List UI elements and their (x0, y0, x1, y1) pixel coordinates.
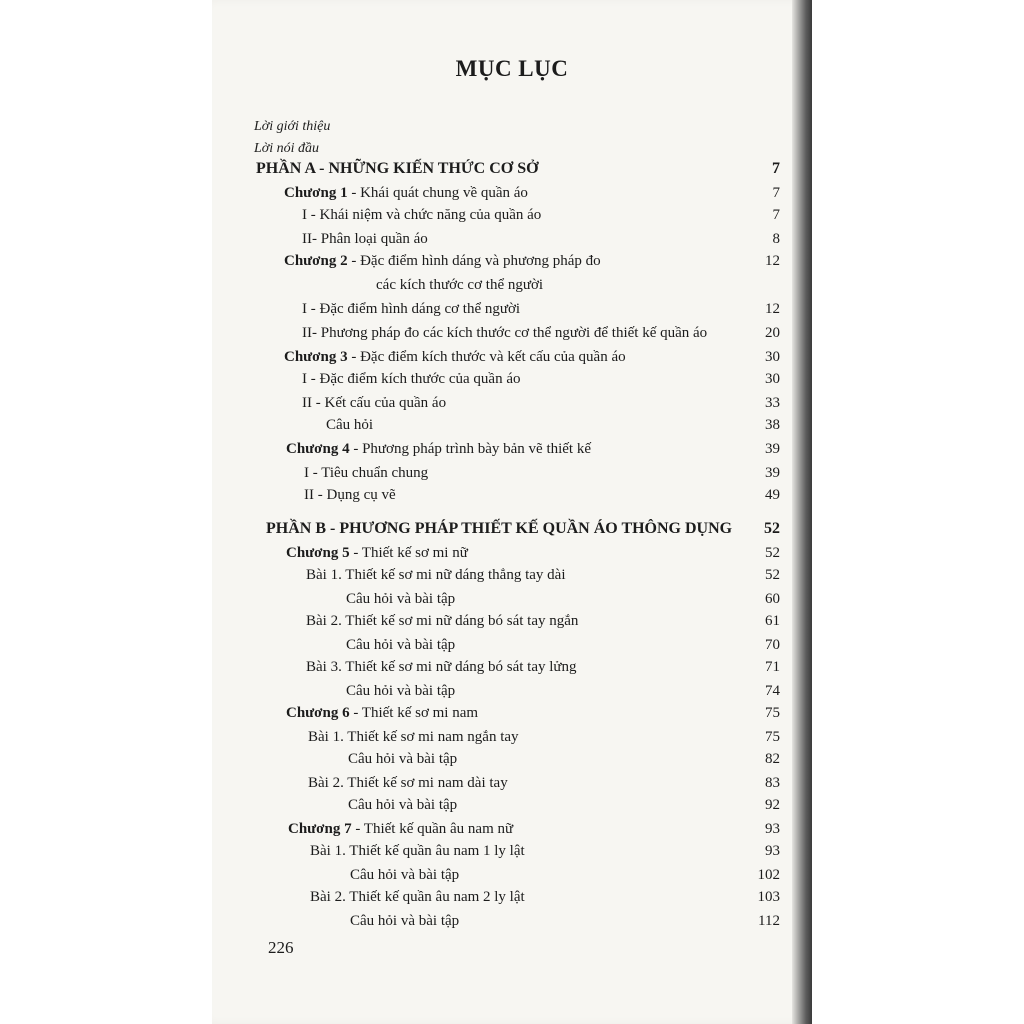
toc-entry (0, 886, 1024, 908)
toc-entry-label: Câu hỏi (326, 417, 374, 433)
toc-entry-label: Câu hỏi và bài tập (346, 637, 456, 653)
toc-entry-label: Câu hỏi và bài tập (350, 867, 460, 883)
toc-entry-page: 7 (772, 207, 780, 223)
toc-entry (0, 346, 1024, 368)
toc-entry-page: 93 (765, 843, 780, 859)
toc-entry (0, 656, 1024, 678)
toc-entry-label: Câu hỏi và bài tập (348, 797, 458, 813)
toc-entry-label: Bài 2. Thiết kế quần âu nam 2 ly lật (310, 889, 525, 905)
chapter-heading: Chương 1 (284, 185, 348, 201)
toc-entry (0, 610, 1024, 632)
toc-entry (0, 116, 1024, 138)
toc-entry (0, 414, 1024, 436)
toc-entry-label: I - Đặc điểm kích thước của quần áo (302, 371, 521, 387)
toc-entry (0, 228, 1024, 250)
toc-entry-page: 12 (765, 301, 780, 317)
toc-entry-label: Chương 6 - Thiết kế sơ mi nam (286, 705, 479, 721)
toc-entry-page: 75 (765, 705, 780, 721)
toc-entry-page: 70 (765, 637, 780, 653)
toc-entry (0, 634, 1024, 656)
toc-entry (0, 462, 1024, 484)
chapter-heading: Chương 7 (288, 821, 352, 837)
toc-entry-page: 20 (765, 325, 780, 341)
toc-entry (0, 702, 1024, 724)
toc-entry-label: II- Phương pháp đo các kích thước cơ thể người để thiết kế quần áo (302, 325, 708, 341)
toc-entry-page: 38 (765, 417, 780, 433)
toc-entry (0, 588, 1024, 610)
toc-entry (0, 138, 1024, 160)
toc-entry-page: 7 (772, 185, 780, 201)
toc-entry-label: Bài 3. Thiết kế sơ mi nữ dáng bó sát tay lửng (306, 659, 577, 675)
toc-entry-label: II - Kết cấu của quần áo (302, 395, 447, 411)
toc-entry (0, 158, 1024, 180)
chapter-heading: Chương 5 (286, 545, 350, 561)
toc-entry (0, 840, 1024, 862)
toc-entry (0, 726, 1024, 748)
toc-entry-page: 61 (765, 613, 780, 629)
toc-entry (0, 182, 1024, 204)
toc-entry (0, 368, 1024, 390)
toc-entry-label: Câu hỏi và bài tập (350, 913, 460, 929)
toc-entry-label: Chương 5 - Thiết kế sơ mi nữ (286, 545, 468, 561)
toc-entry (0, 864, 1024, 886)
toc-entry-label: Chương 3 - Đặc điểm kích thước và kết cấu của quần áo (284, 349, 626, 365)
toc-entry-page: 30 (765, 349, 780, 365)
toc-entry-label: Bài 1. Thiết kế quần âu nam 1 ly lật (310, 843, 525, 859)
toc-entry-label: Câu hỏi và bài tập (346, 591, 456, 607)
toc-entry (0, 542, 1024, 564)
toc-entry-page: 82 (765, 751, 780, 767)
toc-entry-label: Chương 1 - Khái quát chung về quần áo (284, 185, 528, 201)
chapter-heading: Chương 6 (286, 705, 350, 721)
toc-entry-label: Chương 4 - Phương pháp trình bày bản vẽ thiết kế (286, 441, 592, 457)
toc-entry (0, 564, 1024, 586)
toc-entry-label: Bài 2. Thiết kế sơ mi nữ dáng bó sát tay ngắn (306, 613, 579, 629)
toc-entry-label: Lời nói đầu (254, 141, 320, 156)
page-title: MỤC LỤC (455, 56, 569, 81)
toc-entry-page: 75 (765, 729, 780, 745)
toc-entry-page: 30 (765, 371, 780, 387)
toc-entry-label: II- Phân loại quần áo (302, 231, 428, 247)
toc-entry-page: 102 (757, 867, 780, 883)
toc-entry-page: 39 (765, 441, 780, 457)
toc-entry-page: 49 (765, 487, 780, 503)
toc-entry (0, 322, 1024, 344)
toc-entry-page: 8 (772, 231, 780, 247)
toc-entry (0, 794, 1024, 816)
toc-entry-page: 7 (772, 160, 780, 177)
chapter-heading: Chương 4 (286, 441, 350, 457)
toc-entry-label: Lời giới thiệu (254, 119, 331, 134)
toc-entry-label: các kích thước cơ thể người (376, 277, 544, 293)
toc-entry-label: Chương 2 - Đặc điểm hình dáng và phương pháp đo (284, 253, 601, 269)
toc-entry-page: 83 (765, 775, 780, 791)
toc-entry-page: 52 (765, 567, 780, 583)
toc-entry-page: 33 (765, 395, 780, 411)
toc-entry-label: PHẦN B - PHƯƠNG PHÁP THIẾT KẾ QUẦN ÁO THÔNG DỤNG (266, 520, 733, 537)
toc-entry-page: 60 (765, 591, 780, 607)
page-number: 226 (268, 938, 294, 957)
toc-entry-page: 103 (757, 889, 780, 905)
toc-entry-label: PHẦN A - NHỮNG KIẾN THỨC CƠ SỞ (256, 160, 539, 177)
toc-entry-label: Bài 1. Thiết kế sơ mi nam ngắn tay (308, 729, 519, 745)
toc-entry-page: 52 (765, 545, 780, 561)
toc-entry-label: Chương 7 - Thiết kế quần âu nam nữ (288, 821, 514, 837)
toc-entry (0, 274, 1024, 296)
toc-entry-page: 93 (765, 821, 780, 837)
toc-entry (0, 748, 1024, 770)
toc-entry (0, 298, 1024, 320)
toc-entry (0, 518, 1024, 540)
toc-entry-label: Bài 1. Thiết kế sơ mi nữ dáng thẳng tay dài (306, 567, 566, 583)
toc-entry-page: 74 (765, 683, 780, 699)
toc-entry-page: 71 (765, 659, 780, 675)
toc-entry-label: II - Dụng cụ vẽ (304, 487, 396, 503)
toc-entry (0, 910, 1024, 932)
toc-entry-page: 39 (765, 465, 780, 481)
toc-entry-label: Bài 2. Thiết kế sơ mi nam dài tay (308, 775, 508, 791)
toc-entry (0, 680, 1024, 702)
chapter-heading: Chương 3 (284, 349, 348, 365)
toc-entry-page: 52 (764, 520, 780, 537)
toc-entry-page: 12 (765, 253, 780, 269)
toc-entry-label: I - Đặc điểm hình dáng cơ thể người (302, 301, 521, 317)
toc-entry-label: I - Tiêu chuẩn chung (304, 465, 429, 481)
toc-entry (0, 204, 1024, 226)
chapter-heading: Chương 2 (284, 253, 348, 269)
toc-entry (0, 438, 1024, 460)
toc-entry (0, 250, 1024, 272)
toc-entry-page: 92 (765, 797, 780, 813)
toc-entry (0, 392, 1024, 414)
toc-entry-label: I - Khái niệm và chức năng của quần áo (302, 207, 542, 223)
toc-entry-page: 112 (758, 913, 780, 929)
toc-entry-label: Câu hỏi và bài tập (346, 683, 456, 699)
toc-entry (0, 772, 1024, 794)
toc-entry (0, 818, 1024, 840)
toc-entry (0, 484, 1024, 506)
toc-entry-label: Câu hỏi và bài tập (348, 751, 458, 767)
